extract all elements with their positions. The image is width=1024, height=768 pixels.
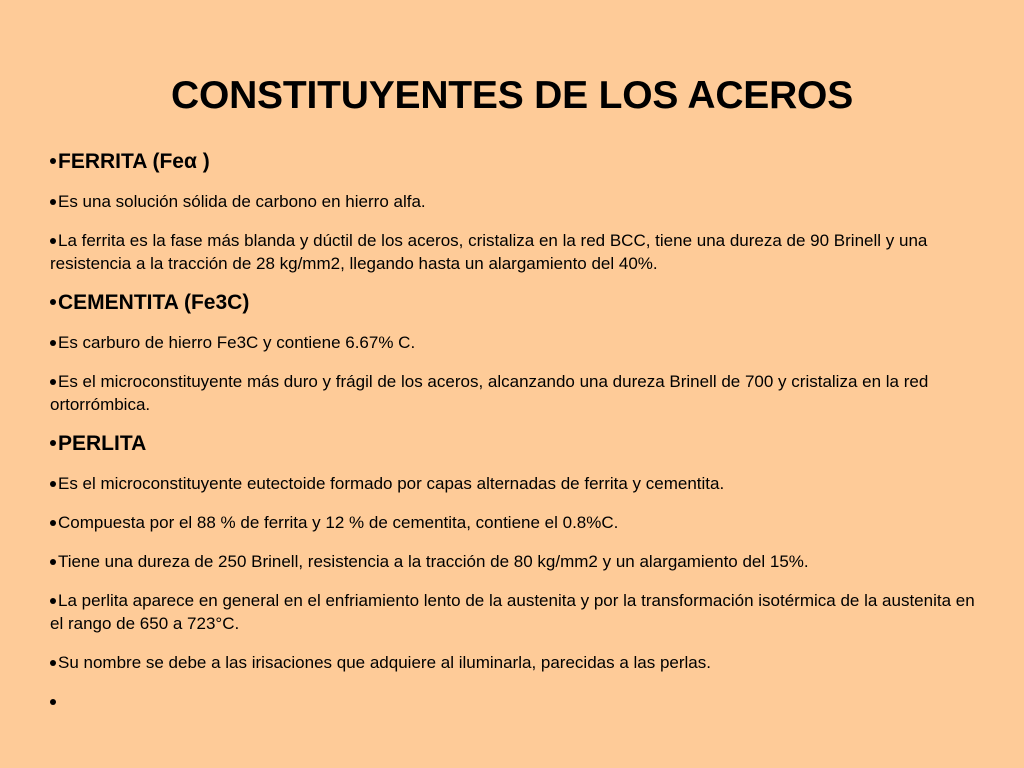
bullet-dot-icon: [50, 238, 56, 244]
bullet-dot-icon: [50, 379, 56, 385]
bullet-dot-icon: [50, 158, 56, 164]
bullet-item: La ferrita es la fase más blanda y dúctil de los aceros, cristaliza en la red BCC, tiene una dureza de 90 Brinell y una resistencia a la tracción de 28 kg/mm2, llegando hasta un alargamiento del 40%.: [50, 231, 928, 273]
bullet-item: Es el microconstituyente más duro y frágil de los aceros, alcanzando una dureza Brinell de 700 y cristaliza en la red ortorrómbica.: [50, 372, 929, 414]
section-heading-cementita: CEMENTITA (Fe3C): [50, 289, 980, 317]
bullet-item: Es carburo de hierro Fe3C y contiene 6.67% C.: [50, 331, 980, 354]
bullet-dot-icon: [50, 699, 56, 705]
slide-title: CONSTITUYENTES DE LOS ACEROS: [170, 74, 854, 117]
bullet-dot-icon: [50, 481, 56, 487]
bullet-dot-icon: [50, 520, 56, 526]
bullet-dot-icon: [50, 660, 56, 666]
bullet-dot-icon: [50, 440, 56, 446]
bullet-dot-icon: [50, 340, 56, 346]
section-heading-ferrita: FERRITA (Feα ): [50, 148, 980, 176]
slide-content: [50, 148, 980, 713]
bullet-item: Es una solución sólida de carbono en hierro alfa.: [50, 190, 980, 213]
bullet-dot-icon: [50, 199, 56, 205]
bullet-item: Su nombre se debe a las irisaciones que adquiere al iluminarla, parecidas a las perlas.: [50, 651, 980, 674]
section-heading-perlita: PERLITA: [50, 430, 980, 458]
bullet-dot-icon: [50, 299, 56, 305]
bullet-dot-icon: [50, 559, 56, 565]
bullet-item: Es el microconstituyente eutectoide formado por capas alternadas de ferrita y cementita.: [50, 472, 980, 495]
bullet-item: La perlita aparece en general en el enfriamiento lento de la austenita y por la transformación isotérmica de la austenita en el rango de 650 a 723°C.: [50, 591, 975, 633]
bullet-item-empty: [50, 690, 980, 713]
bullet-item: Compuesta por el 88 % de ferrita y 12 % de cementita, contiene el 0.8%C.: [50, 511, 980, 534]
bullet-dot-icon: [50, 598, 56, 604]
bullet-item: Tiene una dureza de 250 Brinell, resistencia a la tracción de 80 kg/mm2 y un alargamiento del 15%.: [50, 550, 980, 573]
